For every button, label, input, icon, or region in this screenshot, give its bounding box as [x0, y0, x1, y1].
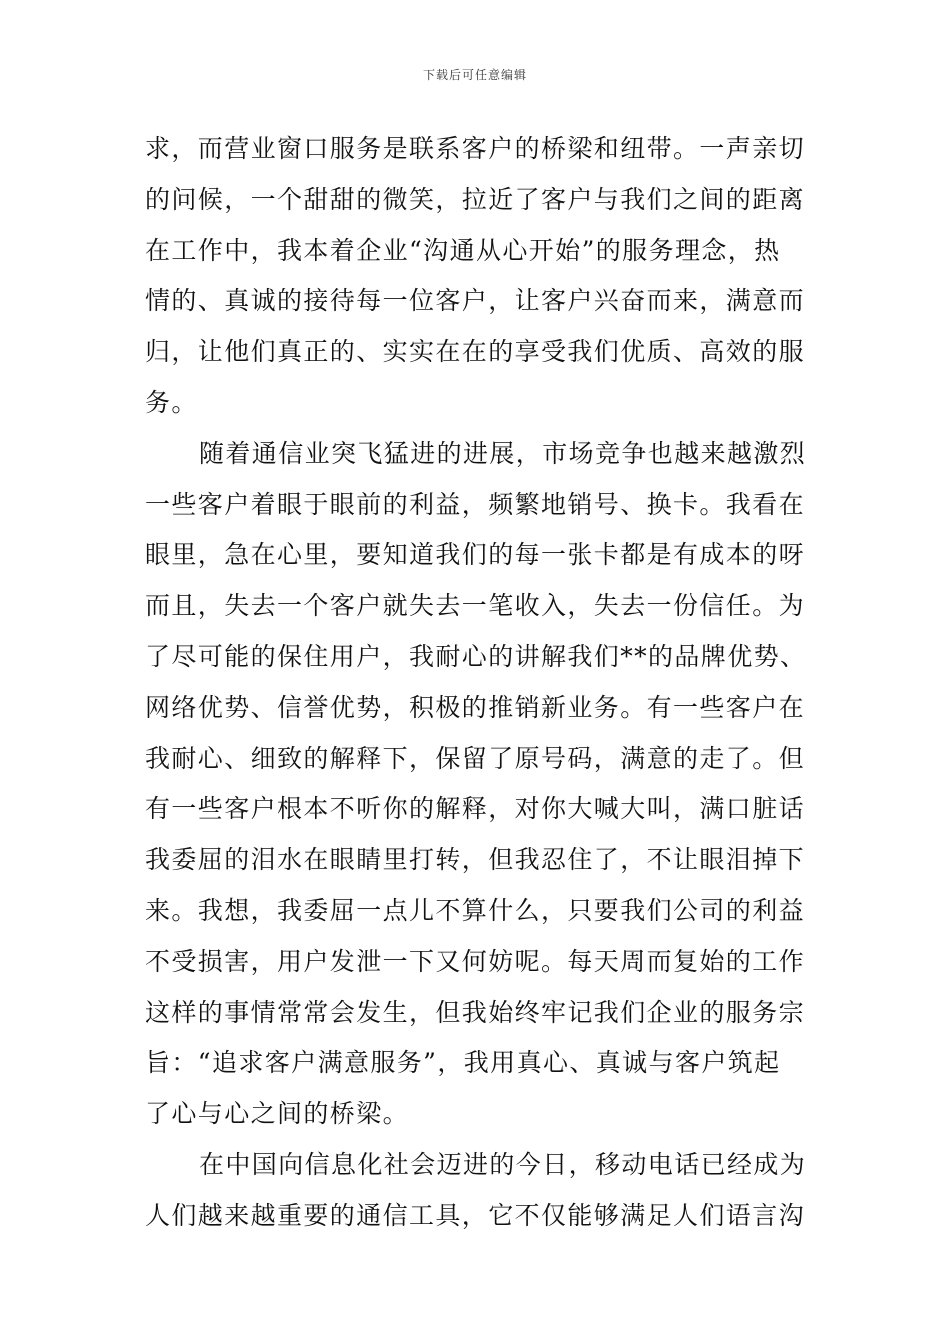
- text-line: 一些客户着眼于眼前的利益，频繁地销号、换卡。我看在: [145, 489, 806, 519]
- text-line: 的问候，一个甜甜的微笑，拉近了客户与我们之间的距离: [145, 184, 806, 214]
- text-line: 我委屈的泪水在眼睛里打转，但我忍住了，不让眼泪掉下: [145, 845, 806, 875]
- body-text: [145, 124, 815, 1242]
- paragraph-first-line: 随着通信业突飞猛进的进展，市场竞争也越来越激烈: [199, 438, 807, 468]
- text-line: 眼里，急在心里，要知道我们的每一张卡都是有成本的呀: [145, 540, 806, 570]
- text-line: 有一些客户根本不听你的解释，对你大喊大叫，满口脏话: [145, 794, 806, 824]
- text-line: 而且，失去一个客户就失去一笔收入，失去一份信任。为: [145, 591, 806, 621]
- text-line: 了心与心之间的桥梁。: [145, 1099, 410, 1129]
- page-header: 下载后可任意编辑: [422, 68, 527, 82]
- text-line: 我耐心、细致的解释下，保留了原号码，满意的走了。但: [145, 743, 806, 773]
- text-line: 在工作中，我本着企业“沟通从心开始”的服务理念，热: [145, 235, 781, 265]
- text-line: 人们越来越重要的通信工具，它不仅能够满足人们语言沟: [145, 1200, 806, 1230]
- text-line: 了尽可能的保住用户，我耐心的讲解我们**的品牌优势、: [145, 641, 807, 671]
- text-line: 旨：“追求客户满意服务”，我用真心、真诚与客户筑起: [145, 1048, 781, 1078]
- text-line: 这样的事情常常会发生，但我始终牢记我们企业的服务宗: [145, 997, 806, 1027]
- text-line: 来。我想，我委屈一点儿不算什么，只要我们公司的利益: [145, 895, 806, 925]
- text-line: 求，而营业窗口服务是联系客户的桥梁和纽带。一声亲切: [145, 134, 806, 163]
- paragraph-first-line: 在中国向信息化社会迈进的今日，移动电话已经成为: [199, 1149, 807, 1179]
- text-line: 务。: [145, 387, 198, 417]
- text-line: 不受损害，用户发泄一下又何妨呢。每天周而复始的工作: [145, 946, 806, 976]
- text-line: 归，让他们真正的、实实在在的享受我们优质、高效的服: [145, 337, 806, 367]
- text-line: 网络优势、信誉优势，积极的推销新业务。有一些客户在: [145, 692, 806, 722]
- text-line: 情的、真诚的接待每一位客户，让客户兴奋而来，满意而: [145, 286, 806, 316]
